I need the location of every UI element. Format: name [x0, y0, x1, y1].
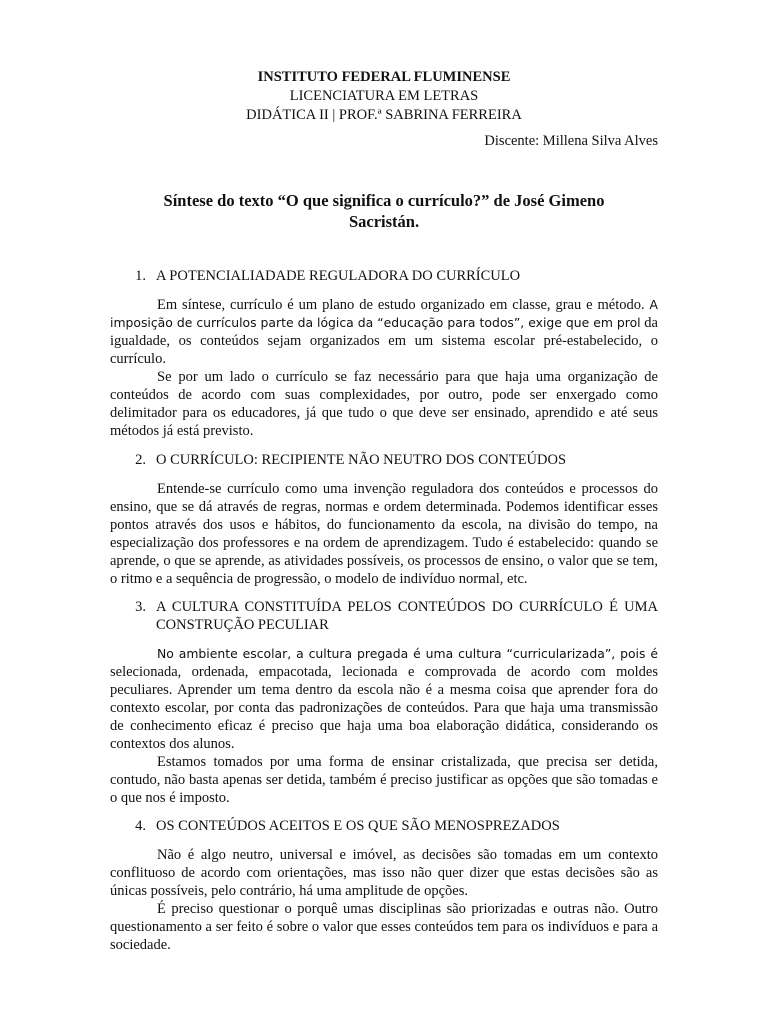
paragraph: No ambiente escolar, a cultura pregada é uma cultura “curricularizada”, pois é selecionada, ordenada, empacotada, lecionada e comprovada de acordo com moldes peculiares. Aprender um tema dentro da escola não é a mesma coisa que aprender fora do contexto escolar, por conta das padronizações de conteúdos. Para que haja uma transmissão de conhecimento eficaz é preciso que haja uma boa elaboração didática, considerando os contextos dos alunos.	[110, 646, 658, 752]
section-heading	[110, 451, 658, 469]
paragraph: Entende-se currículo como uma invenção reguladora dos conteúdos e processos do ensino, que se dá através de regras, normas e ordem determinada. Podemos identificar esses pontos através dos usos e hábitos, do funcionamento da escola, na divisão do tempo, na especialização dos professores e na ordem de aprendizagem. Tudo é estabelecido: quando se aprende, o que se aprende, as atividades possíveis, os processos de ensino, o valor que se tem, o ritmo e a sequência de progressão, o modelo de indivíduo normal, etc.	[110, 481, 658, 587]
title-line-1: Síntese do texto “O que significa o currículo?” de José Gimeno	[163, 191, 605, 210]
paragraph: É preciso questionar o porquê umas disciplinas são priorizadas e outras não. Outro questionamento a ser feito é sobre o valor que esses conteúdos tem para os indivíduos e para a sociedade.	[110, 901, 658, 953]
course-name: LICENCIATURA EM LETRAS	[289, 88, 479, 104]
section-heading	[110, 267, 658, 285]
section-3	[110, 598, 658, 807]
section-number: 4.	[135, 818, 146, 834]
section-1	[110, 267, 658, 440]
paragraph: Não é algo neutro, universal e imóvel, as decisões são tomadas em um contexto conflituoso de acordo com orientações, mas isso não quer dizer que estas decisões são as únicas possíveis, pelo contrário, há uma amplitude de opções.	[110, 847, 658, 899]
paragraph: Em síntese, currículo é um plano de estudo organizado em classe, grau e método. A imposição de currículos parte da lógica da “educação para todos”, exige que em prol da igualdade, os conteúdos sejam organizados em um sistema escolar pré-estabelecido, o currículo.	[110, 297, 658, 367]
title-line-2: Sacristán.	[348, 212, 420, 231]
section-4	[110, 817, 658, 954]
section-number: 2.	[135, 452, 146, 468]
section-title: OS CONTEÚDOS ACEITOS E OS QUE SÃO MENOSPREZADOS	[156, 818, 560, 834]
section-heading	[110, 817, 658, 835]
section-heading	[110, 598, 658, 634]
section-title: O CURRÍCULO: RECIPIENTE NÃO NEUTRO DOS CONTEÚDOS	[156, 452, 567, 468]
section-title: A CULTURA CONSTITUÍDA PELOS CONTEÚDOS DO CURRÍCULO É UMA CONSTRUÇÃO PECULIAR	[156, 599, 658, 633]
section-number: 1.	[135, 268, 146, 284]
paragraph: Estamos tomados por uma forma de ensinar cristalizada, que precisa ser detida, contudo, não basta apenas ser detida, também é preciso justificar as opções que são tomadas e o que nos é imposto.	[110, 754, 658, 806]
institution-name: INSTITUTO FEDERAL FLUMINENSE	[257, 69, 511, 85]
section-number: 3.	[135, 599, 146, 615]
subject-name: DIDÁTICA II | PROF.ª SABRINA FERREIRA	[246, 107, 522, 123]
paragraph: Se por um lado o currículo se faz necessário para que haja uma organização de conteúdos de acordo com suas complexidades, por outro, pode ser enxergado como delimitador para os educadores, já que tudo o que deve ser ensinado, aprendido e até seus métodos já está previsto.	[110, 369, 658, 439]
student-name: Discente: Millena Silva Alves	[484, 133, 658, 149]
document-title	[110, 190, 658, 232]
section-2	[110, 451, 658, 588]
section-title: A POTENCIALIADADE REGULADORA DO CURRÍCULO	[156, 268, 521, 284]
